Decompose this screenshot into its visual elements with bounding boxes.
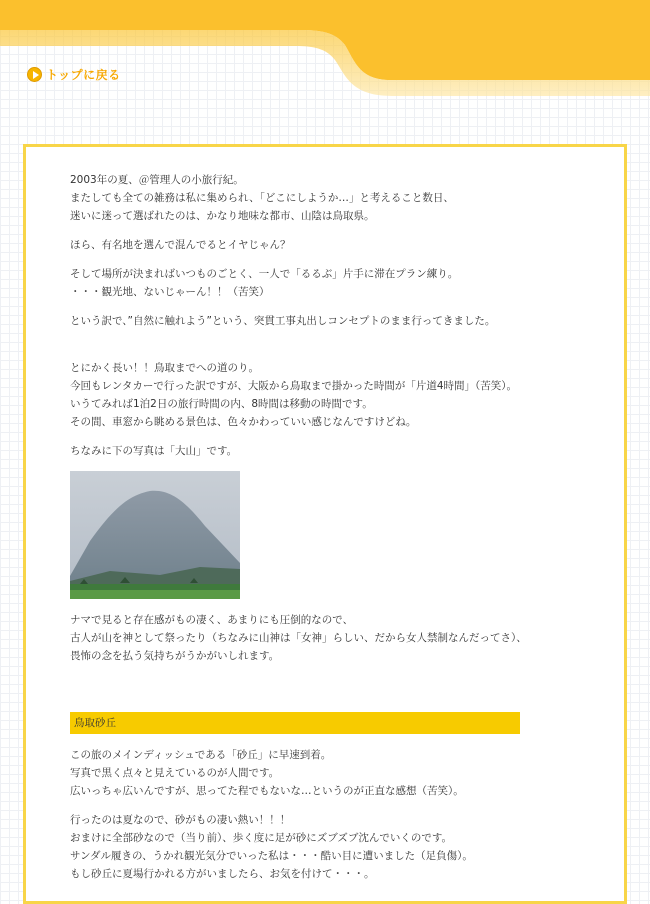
text-line: おまけに全部砂なので（当り前）、歩く度に足が砂にズブズブ沈んでいくのです。	[70, 832, 452, 844]
text-line: ナマで見ると存在感がもの凄く、あまりにも圧倒的なので、	[70, 614, 354, 626]
text-line: もし砂丘に夏場行かれる方がいましたら、お気を付けて・・・。	[70, 868, 375, 880]
paragraph	[70, 265, 590, 301]
text-line: 迷いに迷って選ばれたのは、かなり地味な都市、山陰は鳥取県。	[70, 210, 375, 222]
spacer	[70, 676, 590, 694]
paragraph	[70, 236, 590, 254]
paragraph	[70, 442, 590, 460]
text-line: サンダル履きの、うかれ観光気分でいった私は・・・酷い目に遭いました（足負傷）。	[70, 850, 473, 862]
text-line: いうてみれば1泊2日の旅行時間の内、8時間は移動の時間です。	[70, 398, 373, 410]
text-line: 写真で黒く点々と見えているのが人間です。	[70, 767, 280, 779]
daisen-mountain-photo	[70, 471, 240, 599]
paragraph	[70, 171, 590, 225]
back-to-top-label: トップに戻る	[46, 68, 121, 82]
text-line: ・・・観光地、ないじゃーん！！（苦笑）	[70, 286, 270, 298]
spacer	[70, 341, 590, 359]
text-line: 行ったのは夏なので、砂がもの凄い熱い！！！	[70, 814, 291, 826]
text-line: この旅のメインディッシュである「砂丘」に早速到着。	[70, 749, 332, 761]
section-heading-bar	[70, 712, 520, 734]
back-to-top-link[interactable]	[27, 66, 121, 83]
text-line: 畏怖の念を払う気持ちがうかがいしれます。	[70, 650, 280, 662]
paragraph	[70, 359, 590, 431]
text-line: その間、車窓から眺める景色は、色々かわっていい感じなんですけどね。	[70, 416, 417, 428]
header-wave-graphic	[0, 0, 650, 120]
text-line: そして場所が決まればいつものごとく、一人で「るるぶ」片手に滞在プラン練り。	[70, 268, 459, 280]
paragraph	[70, 611, 590, 665]
text-line: という訳で、”自然に触れよう”という、突貫工事丸出しコンセプトのまま行ってきました。	[70, 315, 496, 327]
text-line: 2003年の夏、＠管理人の小旅行紀。	[70, 174, 244, 186]
text-line: 今回もレンタカーで行った訳ですが、大阪から鳥取まで掛かった時間が「片道4時間」（苦笑）。	[70, 380, 517, 392]
text-line: ほら、有名地を選んで混んでるとイヤじゃん？	[70, 239, 291, 251]
paragraph	[70, 312, 590, 330]
content-frame	[23, 144, 627, 904]
section-title: 鳥取砂丘	[74, 717, 116, 729]
text-line: とにかく長い！！鳥取までへの道のり。	[70, 362, 259, 374]
paragraph	[70, 811, 590, 883]
text-line: またしても全ての雑務は私に集められ、「どこにしようか…」と考えること数日、	[70, 192, 454, 204]
paragraph	[70, 746, 590, 800]
play-arrow-icon	[27, 67, 42, 82]
article-body	[70, 171, 590, 894]
spacer	[70, 694, 590, 712]
text-line: 広いっちゃ広いんですが、思ってた程でもないな…というのが正直な感想（苦笑）。	[70, 785, 464, 797]
text-line: 古人が山を神として祭ったり（ちなみに山神は「女神」らしい、だから女人禁制なんだってさ）、	[70, 632, 527, 644]
text-line: ちなみに下の写真は「大山」です。	[70, 445, 238, 457]
page-header	[0, 0, 650, 120]
